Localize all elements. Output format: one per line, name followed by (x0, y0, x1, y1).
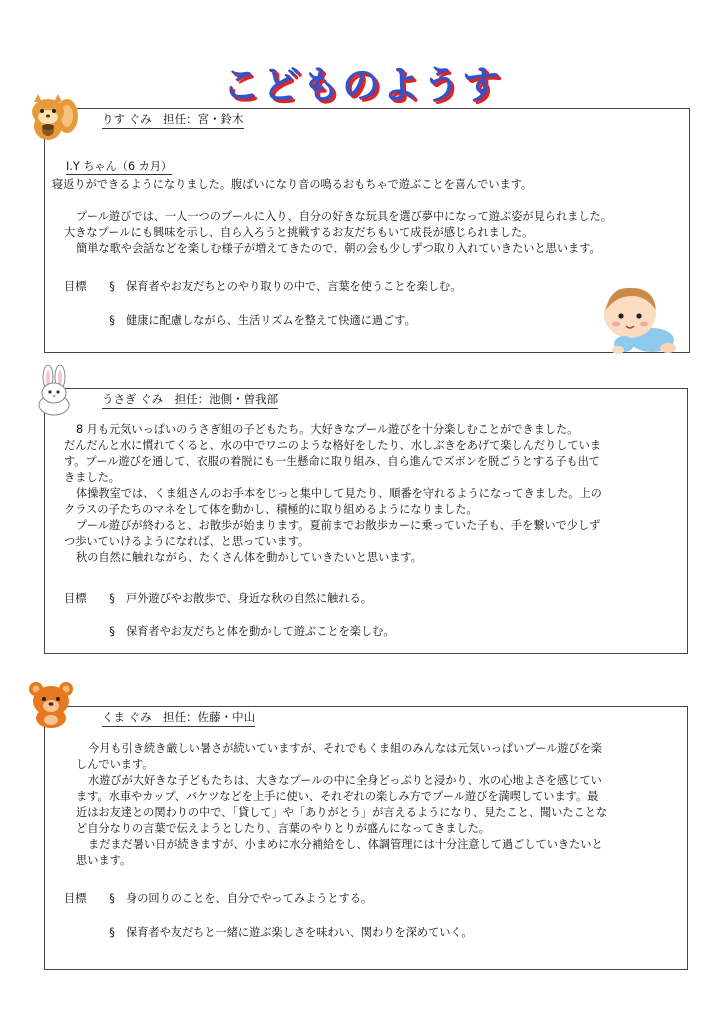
goal-label: 目標 (64, 280, 87, 293)
risu-para-3: 大きなプールにも興味を示し、自ら入ろうと挑戦するお友だちもいて成長が感じられました。 (64, 226, 534, 239)
usagi-para-9: 秋の自然に触れながら、たくさん体を動かしていきたいと思います。 (76, 551, 422, 564)
usagi-header: うさぎ ぐみ 担任：池側・曽我部 (102, 391, 278, 409)
risu-para-1: 寝返りができるようになりました。腹ばいになり音の鳴るおもちゃで遊ぶことを喜んでいます。 (52, 178, 533, 191)
kuma-para-2: しんでいます。 (76, 758, 154, 771)
goal-label: 目標 (64, 592, 87, 605)
kuma-para-6: ど自分なりの言葉で伝えようとしたり、言葉のやりとりが盛んになってきました。 (76, 822, 490, 835)
bear-icon (26, 680, 76, 728)
kuma-para-7: まだまだ暑い日が続きますが、小まめに水分補給をし、体調管理には十分注意して過ごしていきたいと (88, 838, 603, 851)
goal-text: 保育者やお友だちとのやり取りの中で、言葉を使うことを楽しむ。 (126, 280, 462, 293)
kuma-para-5: 近はお友達との関わりの中で、「貸して」や「ありがとう」が言えるようになり、見たこと、聞いたことな (76, 806, 608, 819)
goal-text: 身の回りのことを、自分でやってみようとする。 (126, 892, 373, 905)
usagi-goal-1 (64, 590, 372, 606)
usagi-goal-2 (98, 623, 395, 639)
risu-goal-1 (64, 278, 461, 294)
usagi-para-6: クラスの子たちのマネをして体を動かし、積極的に取り組めるようになりました。 (64, 503, 478, 516)
risu-header: りす ぐみ 担任：宮・鈴木 (102, 111, 244, 129)
risu-goal-2 (98, 312, 416, 328)
risu-para-2: プール遊びでは、一人一つのプールに入り、自分の好きな玩具を選び夢中になって遊ぶ姿が見られました。 (76, 210, 612, 223)
usagi-para-2: だんだんと水に慣れてくると、水の中でワニのような格好をしたり、水しぶきをあげて楽しんだりしていま (64, 439, 602, 452)
risu-child-name: I.Y ちゃん（6 カ月） (66, 160, 173, 173)
goal-label: 目標 (64, 892, 87, 905)
goal-text: 保育者や友だちと一緒に遊ぶ楽しさを味わい、関わりを深めていく。 (126, 926, 473, 939)
goal-symbol: § (109, 625, 115, 638)
usagi-para-5: 体操教室では、くま組さんのお手本をじっと集中して見たり、順番を守れるようになってきました。上の (76, 487, 602, 500)
rabbit-icon (30, 365, 78, 417)
kuma-para-3: 水遊びが大好きな子どもたちは、大きなプールの中に全身どっぷりと浸かり、水の心地よさを感じてい (88, 774, 602, 787)
baby-icon (600, 282, 678, 360)
goal-text: 健康に配慮しながら、生活リズムを整えて快適に過ごす。 (126, 314, 416, 327)
usagi-para-3: す。プール遊びを通して、衣服の着脱にも一生懸命に取り組み、自ら進んでズボンを脱ごうとする子も出て (64, 455, 600, 468)
risu-para-4: 簡単な歌や会話などを楽しむ様子が増えてきたので、朝の会も少しずつ取り入れていきたいと思います。 (76, 242, 601, 255)
kuma-goal-1 (64, 890, 372, 906)
kuma-para-1: 今月も引き続き厳しい暑さが続いていますが、それでもくま組のみんなは元気いっぱいプール遊びを楽 (88, 742, 603, 755)
page-title: こどものようす (221, 63, 502, 107)
goal-symbol: § (109, 892, 115, 905)
goal-text: 保育者やお友だちと体を動かして遊ぶことを楽しむ。 (126, 625, 395, 638)
usagi-para-8: つ歩いていけるようになれば、と思っています。 (64, 535, 310, 548)
goal-symbol: § (109, 592, 115, 605)
goal-symbol: § (109, 926, 115, 939)
goal-symbol: § (109, 314, 115, 327)
kuma-goal-2 (98, 924, 473, 940)
kuma-header: くま ぐみ 担任：佐藤・中山 (102, 709, 255, 727)
usagi-para-1: 8 月も元気いっぱいのうさぎ組の子どもたち。大好きなプール遊びを十分楽しむことができました。 (76, 423, 579, 436)
kuma-para-8: 思います。 (76, 854, 132, 867)
kuma-para-4: ます。水車やカップ、バケツなどを上手に使い、それぞれの楽しみ方でプール遊びを満喫しています。最 (76, 790, 599, 803)
goal-text: 戸外遊びやお散歩で、身近な秋の自然に触れる。 (126, 592, 372, 605)
usagi-para-7: プール遊びが終わると、お散歩が始まります。夏前までお散歩カーに乗っていた子も、手を繋いで少しず (76, 519, 601, 532)
usagi-para-4: きました。 (64, 471, 120, 484)
goal-symbol: § (109, 280, 115, 293)
squirrel-icon (22, 92, 80, 144)
